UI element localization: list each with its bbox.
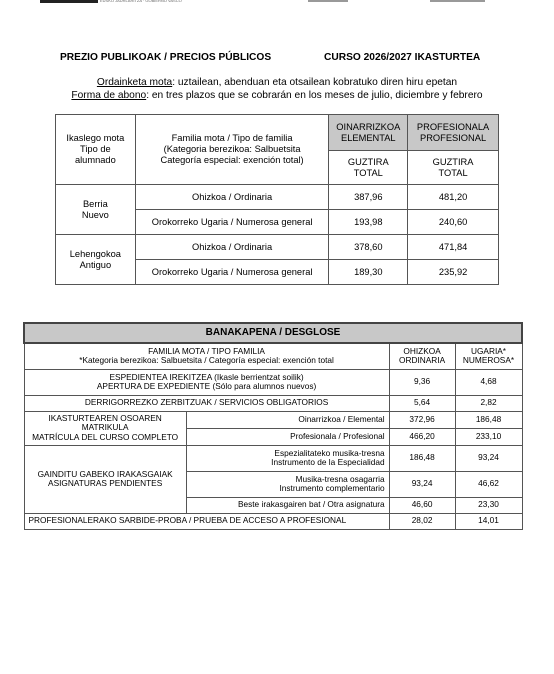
label-line: ASIGNATURAS PENDIENTES bbox=[48, 478, 163, 488]
price-cell: 387,96 bbox=[329, 185, 408, 210]
label-line: GAINDITU GABEKO IRAKASGAIAK bbox=[37, 468, 173, 479]
header-line: alumnado bbox=[74, 155, 116, 165]
subtype-cell bbox=[186, 445, 389, 471]
student-type-header bbox=[56, 115, 136, 185]
group-line: Lehengokoa bbox=[69, 248, 121, 259]
payment-eu-text: : uztailean, abenduan eta otsailean kobratuko diren hiru epetan bbox=[172, 77, 458, 88]
price-cell: 481,20 bbox=[408, 185, 499, 210]
price-cell: 372,96 bbox=[389, 411, 455, 428]
price-cell: 233,10 bbox=[455, 428, 522, 445]
subtype-cell bbox=[186, 471, 389, 497]
subtype-line: Espezialitateko musika-tresna bbox=[274, 447, 385, 458]
header-line: OHIZKOA bbox=[403, 345, 441, 356]
price-cell: 189,30 bbox=[329, 260, 408, 285]
government-logo-bar bbox=[40, 0, 98, 3]
government-name: EUSKO JAURLARITZA · GOBIERNO VASCO bbox=[100, 0, 182, 3]
header-line: TOTAL bbox=[438, 167, 468, 178]
price-cell: 5,64 bbox=[389, 395, 455, 411]
payment-eu-label: Ordainketa mota bbox=[96, 77, 173, 88]
subtype-cell: Oinarrizkoa / Elemental bbox=[186, 411, 389, 428]
label-line: APERTURA DE EXPEDIENTE (Sólo para alumnos nuevos) bbox=[96, 381, 317, 391]
header-line: PROFESIONALA bbox=[416, 121, 490, 132]
group-line: Berria bbox=[82, 198, 108, 209]
header-line: NUMEROSA* bbox=[462, 355, 515, 366]
course-title: CURSO 2026/2027 IKASTURTEA bbox=[324, 52, 481, 63]
header-line: ELEMENTAL bbox=[341, 132, 396, 143]
header-line: GUZTIRA bbox=[432, 156, 474, 167]
group-line: Nuevo bbox=[81, 209, 109, 220]
family-type-header bbox=[135, 115, 329, 185]
header-line: ORDINARIA bbox=[399, 355, 446, 366]
total-header bbox=[329, 151, 408, 185]
group-new bbox=[56, 185, 136, 235]
price-cell: 28,02 bbox=[389, 513, 455, 529]
header-line: GUZTIRA bbox=[347, 156, 389, 167]
prueba-label: PROFESIONALERAKO SARBIDE-PROBA / PRUEBA DE ACCESO A PROFESIONAL bbox=[24, 513, 389, 529]
price-cell: 14,01 bbox=[455, 513, 522, 529]
price-cell: 46,60 bbox=[389, 497, 455, 513]
label-line: MATRÍCULA DEL CURSO COMPLETO bbox=[32, 431, 179, 442]
price-cell: 186,48 bbox=[389, 445, 455, 471]
header-line: Categoría especial: exención total) bbox=[160, 155, 304, 165]
family-cell: Orokorreko Ugaria / Numerosa general bbox=[135, 260, 329, 285]
family-cell: Orokorreko Ugaria / Numerosa general bbox=[135, 210, 329, 235]
price-cell: 46,62 bbox=[455, 471, 522, 497]
price-cell: 235,92 bbox=[408, 260, 499, 285]
header-line: Tipo de bbox=[80, 144, 111, 154]
family-type-header bbox=[24, 343, 389, 369]
subtype-cell: Profesionala / Profesional bbox=[186, 428, 389, 445]
price-cell: 23,30 bbox=[455, 497, 522, 513]
profesional-header bbox=[408, 115, 499, 151]
price-cell: 471,84 bbox=[408, 235, 499, 260]
breakdown-table bbox=[23, 322, 523, 530]
header-line: TOTAL bbox=[353, 167, 383, 178]
label-line: IKASTURTEAREN OSOAREN MATRIKULA bbox=[48, 412, 162, 433]
numerosa-header bbox=[455, 343, 522, 369]
payment-es-label: Forma de abono bbox=[71, 90, 147, 101]
header-line: Ikaslego mota bbox=[66, 133, 125, 143]
group-line: Antiguo bbox=[79, 259, 112, 270]
payment-es bbox=[0, 90, 554, 101]
price-cell: 2,82 bbox=[455, 395, 522, 411]
header-line: PROFESIONAL bbox=[420, 132, 487, 143]
elemental-header bbox=[329, 115, 408, 151]
subtype-line: Instrumento complementario bbox=[279, 483, 385, 493]
header-line: Familia mota / Tipo de familia bbox=[171, 133, 293, 143]
total-header bbox=[408, 151, 499, 185]
price-cell: 193,98 bbox=[329, 210, 408, 235]
header-line: (Kategoria berezikoa: Salbuetsita bbox=[163, 144, 301, 154]
price-cell: 93,24 bbox=[389, 471, 455, 497]
price-cell: 240,60 bbox=[408, 210, 499, 235]
ordinaria-header bbox=[389, 343, 455, 369]
expediente-label bbox=[24, 369, 389, 395]
subtype-cell: Beste irakasgairen bat / Otra asignatura bbox=[186, 497, 389, 513]
matricula-label bbox=[24, 411, 186, 445]
header-line: UGARIA* bbox=[470, 345, 507, 356]
subtype-line: Musika-tresna osagarria bbox=[295, 473, 385, 484]
right-logo-bar bbox=[430, 0, 485, 2]
price-cell: 9,36 bbox=[389, 369, 455, 395]
page-title: PREZIO PUBLIKOAK / PRECIOS PÚBLICOS bbox=[60, 52, 272, 63]
letterhead bbox=[0, 0, 554, 8]
header-line: *Kategoria berezikoa: Salbuetsita / Categoría especial: exención total bbox=[79, 355, 334, 366]
price-cell: 186,48 bbox=[455, 411, 522, 428]
prices-table bbox=[55, 114, 499, 285]
header-line: FAMILIA MOTA / TIPO FAMILIA bbox=[148, 345, 265, 356]
family-cell: Ohizkoa / Ordinaria bbox=[135, 185, 329, 210]
center-logo-bar bbox=[308, 0, 348, 2]
group-old bbox=[56, 235, 136, 285]
price-cell: 93,24 bbox=[455, 445, 522, 471]
payment-eu bbox=[0, 77, 554, 88]
servicios-label: DERRIGORREZKO ZERBITZUAK / SERVICIOS OBLIGATORIOS bbox=[24, 395, 389, 411]
payment-es-text: : en tres plazos que se cobrarán en los meses de julio, diciembre y febrero bbox=[146, 90, 483, 101]
family-cell: Ohizkoa / Ordinaria bbox=[135, 235, 329, 260]
subtype-line: Instrumento de la Especialidad bbox=[271, 457, 385, 467]
price-cell: 466,20 bbox=[389, 428, 455, 445]
header-line: OINARRIZKOA bbox=[336, 121, 401, 132]
label-line: ESPEDIENTEA IREKITZEA (Ikasle berrientzat soilik) bbox=[109, 371, 304, 382]
breakdown-title: BANAKAPENA / DESGLOSE bbox=[24, 323, 522, 343]
price-cell: 378,60 bbox=[329, 235, 408, 260]
price-cell: 4,68 bbox=[455, 369, 522, 395]
pendientes-label bbox=[24, 445, 186, 513]
